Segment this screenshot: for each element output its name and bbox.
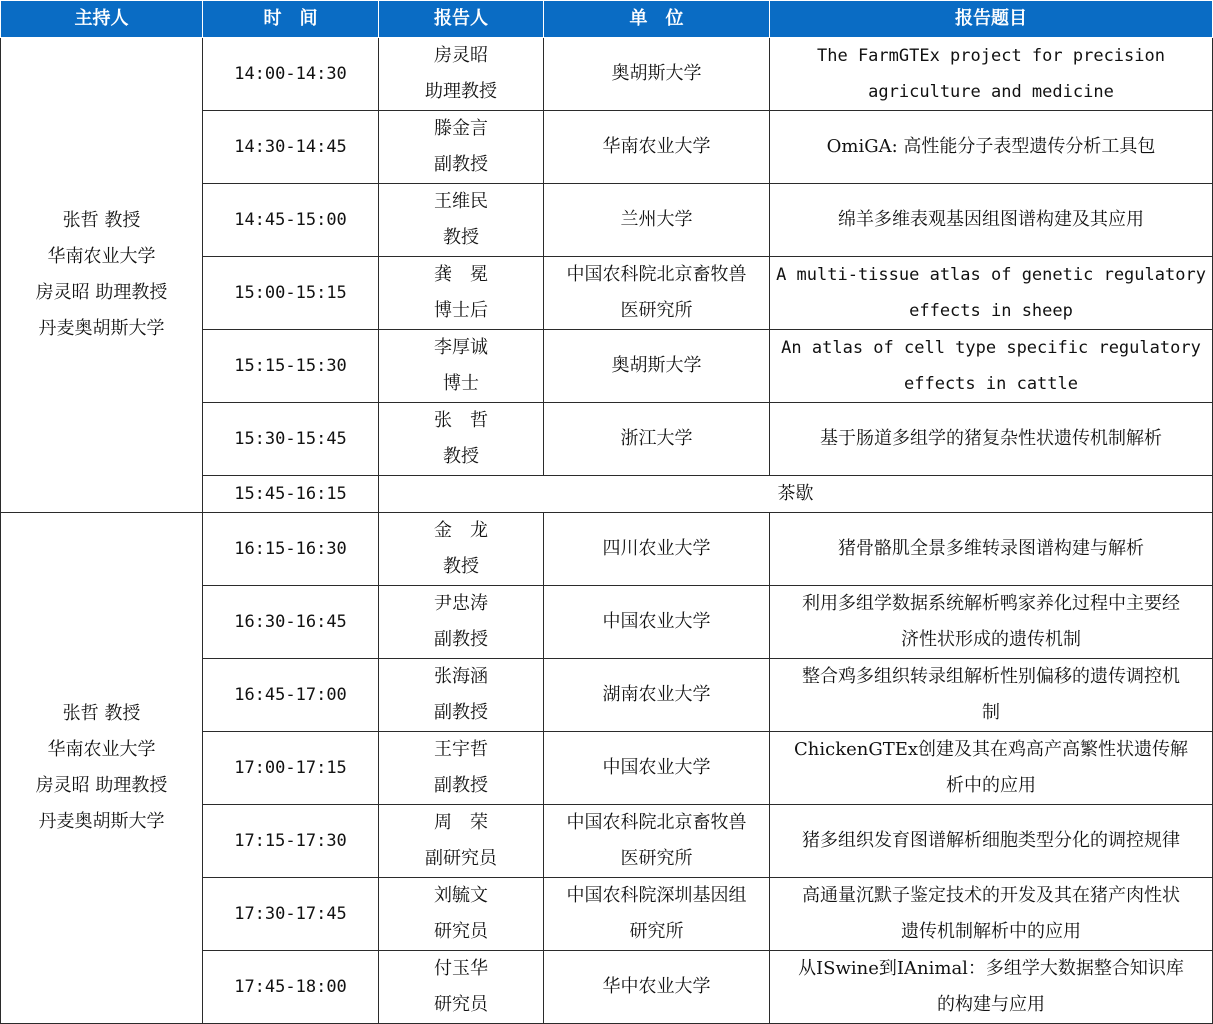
unit-line: 四川农业大学 <box>602 538 711 559</box>
time-cell: 14:45-15:00 <box>203 184 379 257</box>
title-line: 析中的应用 <box>946 775 1036 796</box>
title-cell <box>770 951 1213 1024</box>
title-line: 制 <box>982 702 1000 723</box>
title-line: 绵羊多维表观基因组图谱构建及其应用 <box>838 209 1144 230</box>
speaker-name: 周 荣 <box>434 812 488 833</box>
speaker-rank: 副教授 <box>434 629 488 650</box>
unit-cell <box>544 732 770 805</box>
title-line: 整合鸡多组织转录组解析性别偏移的遗传调控机 <box>802 666 1180 687</box>
title-line: 猪多组织发育图谱解析细胞类型分化的调控规律 <box>802 830 1180 851</box>
session1-host-cell <box>1 38 203 513</box>
host-line: 房灵昭 助理教授 <box>35 282 168 303</box>
unit-line: 华中农业大学 <box>602 976 711 997</box>
speaker-cell <box>379 403 544 476</box>
speaker-cell <box>379 586 544 659</box>
unit-cell <box>544 951 770 1024</box>
title-cell <box>770 403 1213 476</box>
unit-line: 奥胡斯大学 <box>611 63 702 84</box>
title-line: 猪骨骼肌全景多维转录图谱构建与解析 <box>838 538 1144 559</box>
break-time-cell: 15:45-16:15 <box>203 476 379 513</box>
title-cell <box>770 111 1213 184</box>
time-cell: 17:30-17:45 <box>203 878 379 951</box>
unit-cell <box>544 38 770 111</box>
session2-host-cell <box>1 513 203 1024</box>
title-line: A multi-tissue atlas of genetic regulatory <box>776 265 1206 285</box>
speaker-rank: 研究员 <box>434 994 488 1015</box>
speaker-cell <box>379 513 544 586</box>
table-row <box>1 38 1213 111</box>
title-line: 从ISwine到IAnimal：多组学大数据整合知识库 <box>798 958 1184 979</box>
time-cell: 17:45-18:00 <box>203 951 379 1024</box>
title-line: 的构建与应用 <box>937 994 1045 1015</box>
title-cell <box>770 330 1213 403</box>
unit-line: 医研究所 <box>620 300 693 321</box>
unit-cell <box>544 659 770 732</box>
title-line: 济性状形成的遗传机制 <box>901 629 1081 650</box>
time-cell: 16:30-16:45 <box>203 586 379 659</box>
unit-cell <box>544 330 770 403</box>
unit-cell <box>544 184 770 257</box>
header-time: 时 间 <box>203 1 379 38</box>
unit-line: 中国农科院深圳基因组 <box>566 885 747 906</box>
unit-cell <box>544 805 770 878</box>
speaker-cell <box>379 111 544 184</box>
host-line: 张哲 教授 <box>62 703 141 724</box>
header-title: 报告题目 <box>770 1 1213 38</box>
title-cell <box>770 513 1213 586</box>
time-cell: 17:15-17:30 <box>203 805 379 878</box>
speaker-cell <box>379 878 544 951</box>
title-line: effects in sheep <box>909 301 1073 321</box>
title-cell <box>770 184 1213 257</box>
speaker-name: 李厚诚 <box>434 337 488 358</box>
speaker-rank: 博士后 <box>434 300 488 321</box>
time-cell: 14:30-14:45 <box>203 111 379 184</box>
speaker-cell <box>379 732 544 805</box>
title-cell <box>770 878 1213 951</box>
table-row <box>1 513 1213 586</box>
title-cell <box>770 257 1213 330</box>
speaker-cell <box>379 257 544 330</box>
title-cell <box>770 586 1213 659</box>
title-line: 利用多组学数据系统解析鸭家养化过程中主要经 <box>802 593 1180 614</box>
speaker-rank: 研究员 <box>434 921 488 942</box>
time-cell: 15:00-15:15 <box>203 257 379 330</box>
speaker-rank: 教授 <box>443 227 479 248</box>
title-cell <box>770 805 1213 878</box>
speaker-rank: 副教授 <box>434 702 488 723</box>
host-line: 房灵昭 助理教授 <box>35 775 168 796</box>
speaker-name: 付玉华 <box>434 958 488 979</box>
speaker-rank: 教授 <box>443 556 479 577</box>
host-line: 张哲 教授 <box>62 210 141 231</box>
speaker-cell <box>379 330 544 403</box>
speaker-name: 房灵昭 <box>434 45 488 66</box>
unit-cell <box>544 403 770 476</box>
header-unit: 单 位 <box>544 1 770 38</box>
time-cell: 15:30-15:45 <box>203 403 379 476</box>
title-line: ChickenGTEx创建及其在鸡高产高繁性状遗传解 <box>793 739 1189 760</box>
header-host: 主持人 <box>1 1 203 38</box>
time-cell: 15:15-15:30 <box>203 330 379 403</box>
speaker-rank: 副教授 <box>434 775 488 796</box>
title-line: agriculture and medicine <box>868 82 1114 102</box>
title-line: 基于肠道多组学的猪复杂性状遗传机制解析 <box>820 428 1162 449</box>
speaker-cell <box>379 805 544 878</box>
speaker-cell <box>379 38 544 111</box>
speaker-cell <box>379 951 544 1024</box>
title-cell <box>770 38 1213 111</box>
speaker-rank: 副研究员 <box>425 848 497 869</box>
title-line: The FarmGTEx project for precision <box>817 46 1165 66</box>
time-cell: 17:00-17:15 <box>203 732 379 805</box>
unit-line: 中国农科院北京畜牧兽 <box>566 264 747 285</box>
speaker-name: 滕金言 <box>434 118 488 139</box>
title-cell <box>770 659 1213 732</box>
speaker-name: 金 龙 <box>434 520 488 541</box>
speaker-name: 尹忠涛 <box>434 593 488 614</box>
host-line: 华南农业大学 <box>47 246 156 267</box>
unit-line: 研究所 <box>629 921 684 942</box>
unit-line: 中国农业大学 <box>602 757 711 778</box>
speaker-name: 王维民 <box>434 191 488 212</box>
speaker-name: 龚 冕 <box>434 264 488 285</box>
unit-line: 奥胡斯大学 <box>611 355 702 376</box>
speaker-cell <box>379 659 544 732</box>
unit-cell <box>544 257 770 330</box>
title-line: OmiGA: 高性能分子表型遗传分析工具包 <box>826 136 1156 157</box>
title-line: 遗传机制解析中的应用 <box>901 921 1081 942</box>
unit-line: 医研究所 <box>620 848 693 869</box>
host-line: 华南农业大学 <box>47 739 156 760</box>
unit-cell <box>544 513 770 586</box>
unit-cell <box>544 111 770 184</box>
unit-line: 华南农业大学 <box>602 136 711 157</box>
speaker-rank: 副教授 <box>434 154 488 175</box>
speaker-name: 王宇哲 <box>434 739 488 760</box>
unit-line: 兰州大学 <box>620 209 693 230</box>
time-cell: 14:00-14:30 <box>203 38 379 111</box>
time-cell: 16:45-17:00 <box>203 659 379 732</box>
speaker-cell <box>379 184 544 257</box>
title-line: effects in cattle <box>904 374 1078 394</box>
unit-cell <box>544 586 770 659</box>
unit-line: 中国农业大学 <box>602 611 711 632</box>
speaker-name: 张 哲 <box>434 410 488 431</box>
speaker-rank: 助理教授 <box>425 81 497 102</box>
title-line: An atlas of cell type specific regulatory <box>781 338 1201 358</box>
speaker-rank: 博士 <box>443 373 479 394</box>
title-line: 高通量沉默子鉴定技术的开发及其在猪产肉性状 <box>802 885 1180 906</box>
unit-line: 浙江大学 <box>620 428 693 449</box>
time-cell: 16:15-16:30 <box>203 513 379 586</box>
host-line: 丹麦奥胡斯大学 <box>38 318 165 339</box>
unit-line: 湖南农业大学 <box>602 684 711 705</box>
speaker-name: 刘毓文 <box>434 885 488 906</box>
host-line: 丹麦奥胡斯大学 <box>38 811 165 832</box>
speaker-rank: 教授 <box>443 446 479 467</box>
unit-line: 中国农科院北京畜牧兽 <box>566 812 747 833</box>
speaker-name: 张海涵 <box>434 666 488 687</box>
header-speaker: 报告人 <box>379 1 544 38</box>
header-row <box>1 1 1213 38</box>
break-label-cell: 茶歇 <box>379 476 1213 513</box>
title-cell <box>770 732 1213 805</box>
unit-cell <box>544 878 770 951</box>
